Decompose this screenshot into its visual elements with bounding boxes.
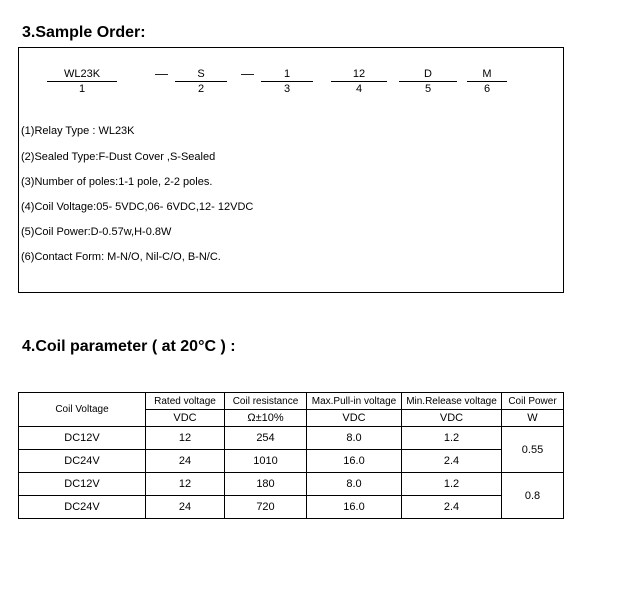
- table-row: [19, 473, 564, 496]
- cell-rated-voltage: 24: [146, 450, 225, 473]
- unit-coil-resistance: Ω±10%: [225, 410, 307, 427]
- table-header-row: [19, 393, 564, 410]
- order-line-contact-form: (6)Contact Form: M-N/O, Nil-C/O, B-N/C.: [21, 251, 221, 263]
- header-coil-voltage: Coil Voltage: [19, 393, 146, 427]
- separator-dash: —: [155, 66, 168, 81]
- table-row: [19, 450, 564, 473]
- code-coil-power: [399, 68, 457, 96]
- cell-coil-power: 0.8: [502, 473, 564, 519]
- cell-rated-voltage: 12: [146, 473, 225, 496]
- header-pull-in-voltage: Max.Pull-in voltage: [307, 393, 402, 410]
- cell-coil-voltage: DC12V: [19, 427, 146, 450]
- code-relay-type: [47, 68, 117, 96]
- unit-rated-voltage: VDC: [146, 410, 225, 427]
- unit-coil-power: W: [502, 410, 564, 427]
- code-value: M: [467, 68, 507, 82]
- order-line-relay-type: (1)Relay Type : WL23K: [21, 125, 135, 137]
- table-row: [19, 496, 564, 519]
- code-value: 1: [261, 68, 313, 82]
- header-release-voltage: Min.Release voltage: [402, 393, 502, 410]
- code-index: 6: [483, 83, 491, 95]
- cell-coil-resistance: 1010: [225, 450, 307, 473]
- coil-parameter-table: [18, 392, 564, 519]
- code-index: 1: [78, 83, 86, 95]
- cell-pull-in-voltage: 8.0: [307, 473, 402, 496]
- cell-coil-resistance: 720: [225, 496, 307, 519]
- order-line-poles: (3)Number of poles:1-1 pole, 2-2 poles.: [21, 176, 213, 188]
- cell-coil-power: 0.55: [502, 427, 564, 473]
- cell-release-voltage: 1.2: [402, 473, 502, 496]
- header-coil-power: Coil Power: [502, 393, 564, 410]
- code-coil-voltage: [331, 68, 387, 96]
- code-index: 4: [355, 83, 363, 95]
- cell-release-voltage: 1.2: [402, 427, 502, 450]
- order-line-coil-power: (5)Coil Power:D-0.57w,H-0.8W: [21, 226, 172, 238]
- code-value: S: [175, 68, 227, 82]
- cell-release-voltage: 2.4: [402, 496, 502, 519]
- cell-rated-voltage: 12: [146, 427, 225, 450]
- cell-coil-resistance: 180: [225, 473, 307, 496]
- code-index: 5: [424, 83, 432, 95]
- separator-dash: —: [241, 66, 254, 81]
- cell-release-voltage: 2.4: [402, 450, 502, 473]
- cell-coil-resistance: 254: [225, 427, 307, 450]
- table-row: [19, 427, 564, 450]
- cell-pull-in-voltage: 8.0: [307, 427, 402, 450]
- header-rated-voltage: Rated voltage: [146, 393, 225, 410]
- code-index: 3: [283, 83, 291, 95]
- cell-rated-voltage: 24: [146, 496, 225, 519]
- unit-release-voltage: VDC: [402, 410, 502, 427]
- code-value: D: [399, 68, 457, 82]
- code-poles: [261, 68, 313, 96]
- cell-coil-voltage: DC12V: [19, 473, 146, 496]
- code-index: 2: [197, 83, 205, 95]
- unit-pull-in-voltage: VDC: [307, 410, 402, 427]
- code-value: WL23K: [47, 68, 117, 82]
- section-heading-coil-parameter: 4.Coil parameter ( at 20°C ) :: [22, 338, 236, 355]
- code-sealed-type: [175, 68, 227, 96]
- order-line-coil-voltage: (4)Coil Voltage:05- 5VDC,06- 6VDC,12- 12VDC: [21, 201, 254, 213]
- order-line-sealed-type: (2)Sealed Type:F-Dust Cover ,S-Sealed: [21, 151, 216, 163]
- cell-pull-in-voltage: 16.0: [307, 496, 402, 519]
- cell-pull-in-voltage: 16.0: [307, 450, 402, 473]
- code-contact-form: [467, 68, 507, 96]
- cell-coil-voltage: DC24V: [19, 496, 146, 519]
- cell-coil-voltage: DC24V: [19, 450, 146, 473]
- sample-order-box: [18, 47, 564, 293]
- section-heading-sample-order: 3.Sample Order:: [22, 24, 146, 41]
- header-coil-resistance: Coil resistance: [225, 393, 307, 410]
- code-value: 12: [331, 68, 387, 82]
